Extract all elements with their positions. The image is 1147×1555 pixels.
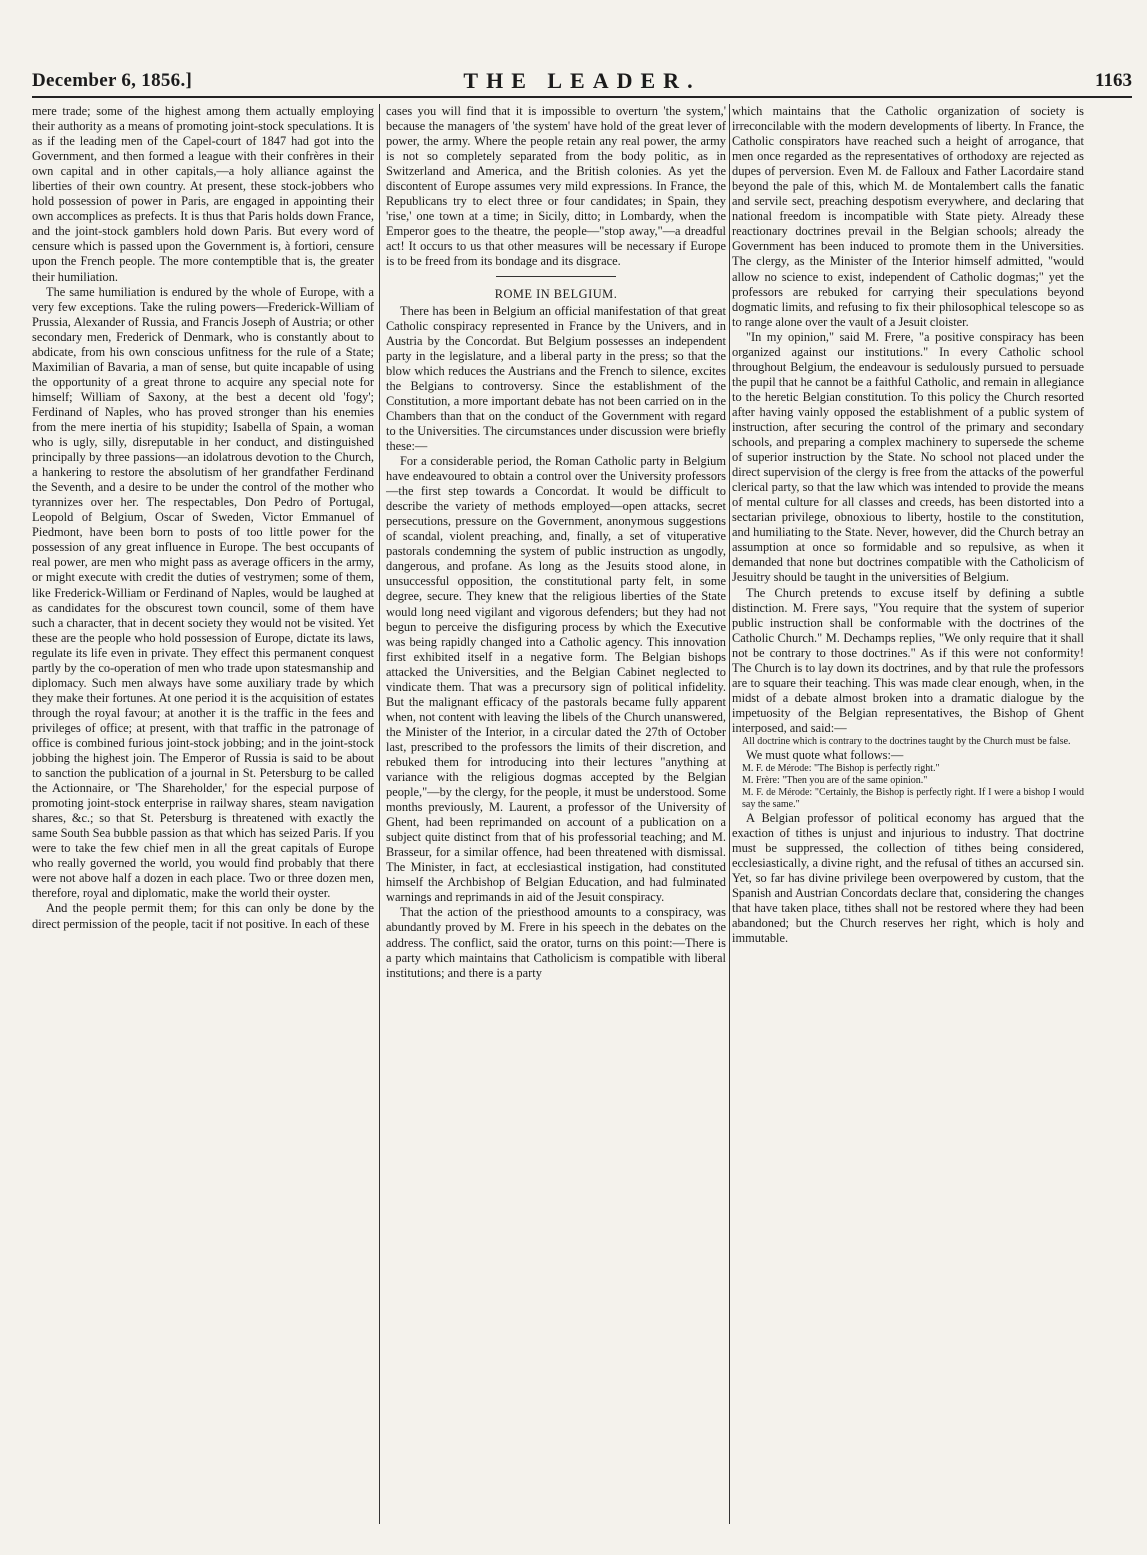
page-number: 1163 <box>1095 70 1132 91</box>
dialogue-line: M. Frère: "Then you are of the same opinion." <box>742 775 928 787</box>
dialogue-excerpt <box>732 763 1084 811</box>
paragraph: "In my opinion," said M. Frere, "a positive conspiracy has been organized against our institutions." In every Catholic school throughout Belgium, the endeavour is sedulously pursued to persuade the pupil that he cannot be a faithful Catholic, and remain in allegiance to the heretic Belgian constitution. To this policy the Church resorted after having vainly opposed the establishment of a public system of instruction, after securing the control of the primary and secondary schools, and preparing a complex machinery to supersede the scheme of superior instruction by the State. No school not placed under the direct supervision of the clergy is free from the attacks of the powerful clerical party, so that the law which was intended to provide the means of mental culture for all classes and creeds, has been distorted into a sectarian privilege, obnoxious to liberty, hostile to the constitution, and humiliating to the State. Never, however, did the Church betray an assumption at once so formidable and so repulsive, as when it demanded that none but doctrines compatible with the Catholicism of Jesuitry should be taught in the universities of Belgium. <box>732 329 1084 585</box>
paragraph: We must quote what follows:— <box>746 747 904 762</box>
page-header <box>32 70 1132 98</box>
column-divider <box>379 104 380 1524</box>
paragraph: And the people permit them; for this can only be done by the direct permission of the people, tacit if not positive. In each of these <box>32 901 374 931</box>
dialogue-line: M. F. de Mérode: "The Bishop is perfectly right." <box>742 763 940 775</box>
dialogue-line: M. F. de Mérode: "Certainly, the Bishop is perfectly right. If I were a bishop I would say the same." <box>742 787 1084 811</box>
masthead-title: THE LEADER. <box>463 68 701 93</box>
column-3 <box>732 104 1084 1524</box>
paragraph: cases you will find that it is impossible to overturn 'the system,' because the managers of 'the system' have hold of the great lever of power, the army. Where the people retain any real power, the army is not so completely separated from the body politic, as in Switzerland and America, and the British colonies. As yet the discontent of Europe assumes very mild expressions. In France, the Republicans try to elect three or four candidates; in Spain, they 'rise,' one town at a time; in Sicily, ditto; in Lombardy, when the Emperor goes to the theatre, the people—"stop away,"—a dreadful act! It occurs to us that other measures will be necessary if Europe is to be freed from its bondage and its disgrace. <box>386 104 726 269</box>
column-2 <box>386 104 726 1524</box>
paragraph: mere trade; some of the highest among them actually employing their authority as a means of promoting joint-stock speculations. It is as if the leading men of the Capel-court of 1847 had got into the Government, and then formed a league with their confrères in their own capital and in other capitals,—a holy alliance against the liberties of their own country. At present, these stock-jobbers who hold possession of power in Paris, are engaged in appointing their own accomplices as prefects. It is thus that Paris holds down France, and the joint-stock gamblers hold down Paris. But every word of censure which is passed upon the Government is, à fortiori, censure upon the French people. The more contemptible that is, the greater their humiliation. <box>32 104 374 284</box>
paragraph: A Belgian professor of political economy has argued that the exaction of tithes is unjust and injurious to industry. That doctrine must be suppressed, the collection of tithes being considered, ecclesiastically, a divine right, and the refusal of tithes an accursed sin. Yet, so far has divine privilege been overpowered by custom, that the Spanish and Austrian Concordats declare that, considering the changes that have taken place, tithes shall not be restored where they had been abandoned; but the Church reserves her right, which is holy and immutable. <box>732 811 1084 946</box>
paragraph: That the action of the priesthood amounts to a conspiracy, was abundantly proved by M. Frere in his speech in the debates on the address. The conflict, said the orator, turns on this point:—There is a party which maintains that Catholicism is compatible with liberal institutions; and there is a party <box>386 905 726 980</box>
paragraph: which maintains that the Catholic organization of society is irreconcilable with the modern developments of liberty. In France, the Catholic conspirators have reached such a height of arrogance, that men once regarded as the representatives of orthodoxy are rejected as dupes of perversion. Even M. de Falloux and Father Lacordaire stand beyond the pale of this, which M. de Montalembert calls the fanatic and servile sect, preaching despotism everywhere, and declaring that national freedom is incompatible with State piety. Already these reactionary doctrines prevail in the Belgian schools; already the Government has been induced to promote them in the Universities. The clergy, as the Minister of the Interior himself admitted, "would allow no science to exist, independent of Catholic dogmas;" yet the professors are rebuked for carrying their speculations beyond dogmatic limits, and refusing to fix their philosophical telescope so as to range alone over the vault of a Jesuit cloister. <box>732 104 1084 329</box>
column-1 <box>32 104 374 1524</box>
column-divider <box>729 104 730 1524</box>
block-quote <box>732 736 1084 748</box>
header-date: December 6, 1856.] <box>32 70 193 91</box>
paragraph: For a considerable period, the Roman Catholic party in Belgium have endeavoured to obtain a control over the University professors—the first step towards a Concordat. It would be difficult to describe the variety of methods employed—open attacks, secret persecutions, pressure on the Government, anonymous suggestions of scandal, violent preaching, and, finally, a set of vituperative pastorals condemning the system of public instruction as ungodly, dangerous, and profane. As long as the Jesuits stood alone, in unsuccessful opposition, the constitutional party felt, in some degree, secure. They knew that the religious liberties of the State would long need vigilant and vigorous defenders; but they had not begun to perceive the disfiguring process by which the Executive was being rapidly changed into a Catholic agency. This innovation first exhibited itself in a negative form. The Belgian bishops attacked the Universities, and the Belgian Cabinet neglected to vindicate them. That was a precursory sign of political infidelity. But the malignant efficacy of the pastorals became fully apparent when, not content with leaving the libels of the Church unanswered, the Minister of the Interior, in a circular dated the 27th of October last, prescribed to the professors the limits of their discretion, and rebuked them for introducing into their lectures "anything at variance with the religious dogmas accepted by the Belgian people,"—by the clergy, for the people, it must be understood. Some months previously, M. Laurent, a professor of the University of Ghent, had been reprimanded on account of a publication on a subject quite distinct from that of his professorial teaching; and M. Brasseur, for a similar offence, had been threatened with dismissal. The Minister, in fact, at ecclesiastical instigation, had constituted himself the Archbishop of Belgian Education, and had fulminated warnings and reprimands in aid of the Jesuit conspiracy. <box>386 454 726 905</box>
section-heading: ROME IN BELGIUM. <box>494 286 618 301</box>
quote-text: All doctrine which is contrary to the doctrines taught by the Church must be false. <box>742 735 1071 747</box>
paragraph: There has been in Belgium an official manifestation of that great Catholic conspiracy represented in France by the Univers, and in Austria by the Concordat. But Belgium possesses an independent party in the legislature, and a liberal party in the press; so that the blow which reduces the Austrians and the French to silence, excites the Belgians to controversy. Since the establishment of the Constitution, a more important debate has not been carried on in the Chambers than that on the conduct of the Government with regard to the Universities. The circumstances under discussion were briefly these:— <box>386 303 726 453</box>
section-divider <box>496 276 616 277</box>
paragraph: The Church pretends to excuse itself by defining a subtle distinction. M. Frere says, "You require that the system of superior public instruction shall be conformable with the doctrines of the Catholic Church." M. Dechamps replies, "We only require that it shall not be contrary to those doctrines." As if this were not conformity! The Church is to lay down its doctrines, and by that rule the professors are to square their teaching. This was made clear enough, when, in the midst of a debate almost broken into a dramatic dialogue by the impetuosity of the Belgian representatives, the Bishop of Ghent interposed, and said:— <box>732 585 1084 735</box>
paragraph: The same humiliation is endured by the whole of Europe, with a very few exceptions. Take the ruling powers—Frederick-William of Prussia, Alexander of Russia, and Francis Joseph of Austria; or other secondary men, Frederick of Denmark, who is constantly about to abdicate, from his own conscious unfitness for the rule of a State; Maximilian of Bavaria, a man of sense, but quite incapable of using the opportunity of a great throne to acquire any special note for himself; William of Saxony, at the best a decent old 'fogy'; Ferdinand of Naples, who has proved stronger than his enemies from the mere inertia of his stupidity; Isabella of Spain, a woman who is ugly, silly, disreputable in her conduct, and distinguished principally by three passions—an idolatrous devotion to the Church, a hankering to restore the absolutism of her grandfather Ferdinand the Seventh, and a desire to be under the control of the mother who tyrannizes over her. The respectables, Don Pedro of Portugal, Leopold of Belgium, Oscar of Sweden, Victor Emmanuel of Piedmont, have been born to posts of too little power for the possession of any great influence in Europe. The best occupants of real power, are men who might pass as average officers in the army, or might execute with credit the duties of vestrymen; some of them, like Frederick-William or Ferdinand of Naples, would be laughed at as candidates for the obscurest town council, some of them have such a character, that in decent society they would not be visited. Yet these are the people who hold possession of Europe, dictate its laws, regulate its life even in private. They effect this permanent conquest partly by the co-operation of men who trade upon statesmanship and diplomacy. Such men always have some auxiliary trade by which they make their fortunes. At one period it is the acquisition of estates through the royal favour; at another it is the traffic in the fees and privileges of office; at present, with that traffic in the patronage of office is combined furious joint-stock jobbing; and in the joint-stock jobbing the highest join. The Emperor of Russia is said to be about to sanction the publication of a journal in St. Petersburg to be called the Actionnaire, or 'The Shareholder,' for the especial purpose of promoting joint-stock enterprise in railway shares, steam navigation shares, &c.; so that St. Petersburg is threatened with exactly the same South Sea bubble passion as that which has seized Paris. If you were to take the few chief men in all the great capitals of Europe who really governed the world, you would find probably that there were not above half a dozen in each place. Two or three dozen men, therefore, royal and diplomatic, make the world their oyster. <box>32 284 374 901</box>
